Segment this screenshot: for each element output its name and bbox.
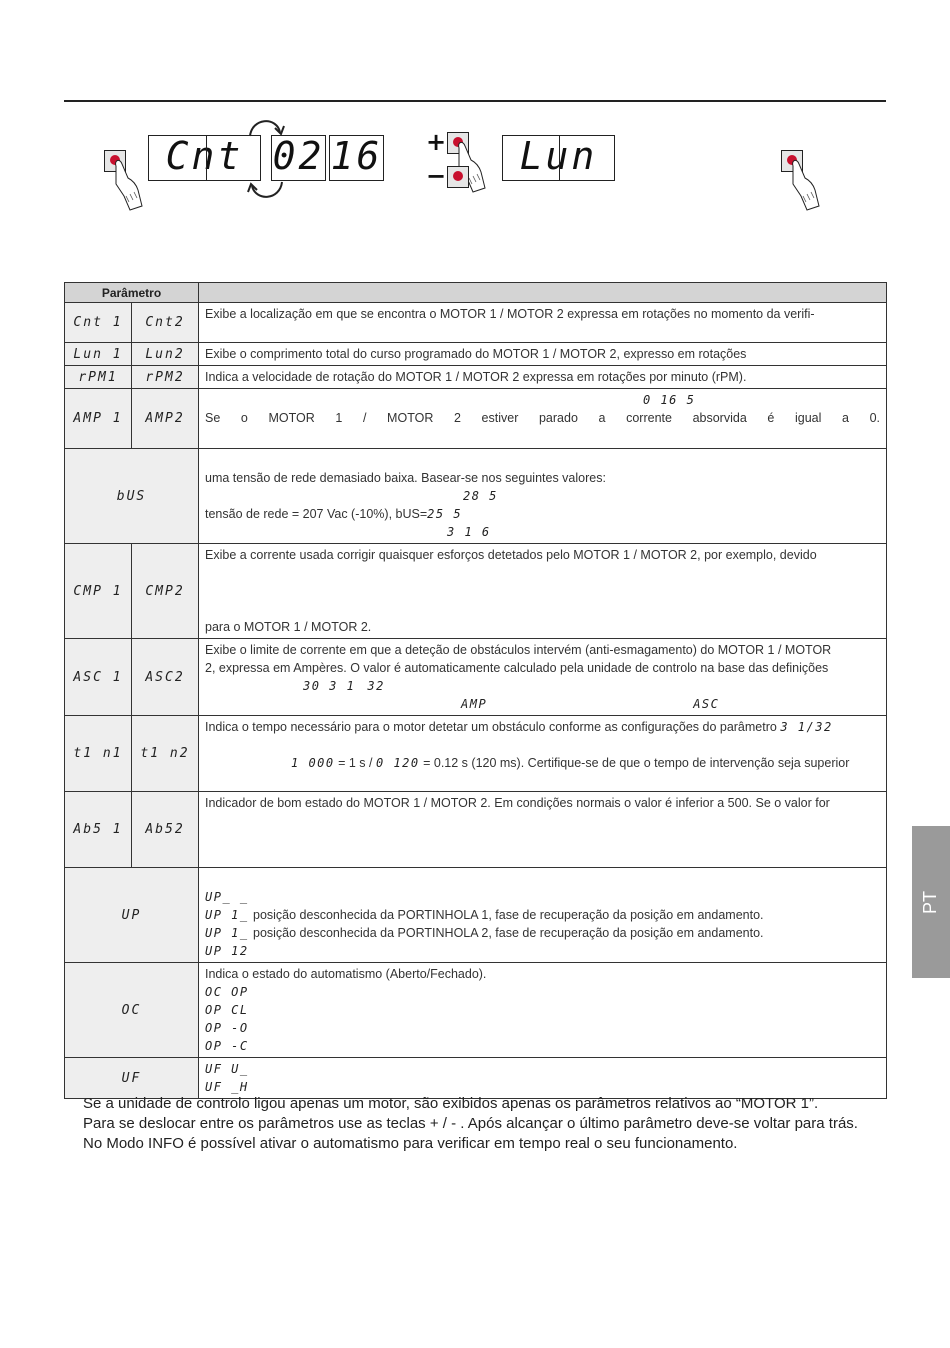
param-description: Exibe a localização em que se encontra o MOTOR 1 / MOTOR 2 expressa em rotações no momento da verifi- — [199, 303, 887, 343]
param-code: AMP 1 — [65, 389, 132, 449]
param-description: Exibe a corrente usada corrigir quaisquer esforços detetados pelo MOTOR 1 / MOTOR 2, por exemplo, devido para o MOTOR 1 / MOTOR 2. — [199, 544, 887, 639]
notes-paragraph — [83, 1094, 858, 1154]
finger-icon — [104, 150, 144, 212]
param-code: Ab52 — [132, 792, 199, 868]
table-row — [65, 963, 887, 1058]
segment-value: 1 000 — [291, 756, 335, 770]
finger-icon — [781, 150, 821, 212]
segment-code: OP CL — [205, 1003, 249, 1017]
param-description: Exibe o limite de corrente em que a deteção de obstáculos intervém (anti-esmagamento) do MOTOR 1 / MOTOR 2, expressa em Ampères. O valor é automaticamente calculado pela unidade de controlo na base das definições 30 3 1 32 AMP ASC — [199, 639, 887, 716]
table-header-row — [65, 283, 887, 303]
param-code: t1 n1 — [65, 716, 132, 792]
param-code: ASC2 — [132, 639, 199, 716]
segment-value: ASC — [693, 697, 720, 711]
top-rule — [64, 100, 886, 102]
segment-value: 3 1 6 — [447, 525, 491, 539]
display-value-high: 02 — [271, 135, 326, 181]
table-row — [65, 792, 887, 868]
table-row — [65, 303, 887, 343]
minus-sign: − — [426, 162, 447, 190]
param-code: UP — [65, 868, 199, 963]
segment-code: OC OP — [205, 985, 249, 999]
segment-code: UF U_ — [205, 1062, 249, 1076]
note-line: No Modo INFO é possível ativar o automatismo para verificar em tempo real o seu funcionamento. — [83, 1135, 738, 1152]
param-description: Indica o estado do automatismo (Aberto/Fechado). OC OP OP CL OP -O OP -C — [199, 963, 887, 1058]
segment-code: UP 1_ — [205, 908, 249, 922]
segment-code: OP -O — [205, 1021, 249, 1035]
segment-code: OP -C — [205, 1039, 249, 1053]
press-button-right[interactable] — [781, 150, 821, 212]
param-code: rPM2 — [132, 366, 199, 389]
param-code: AMP2 — [132, 389, 199, 449]
table-row — [65, 868, 887, 963]
table-row — [65, 639, 887, 716]
param-description: Indicador de bom estado do MOTOR 1 / MOTOR 2. Em condições normais o valor é inferior a 500. Se o valor for — [199, 792, 887, 868]
segment-value: 3 1/32 — [780, 720, 833, 734]
display-cnt: Cnt — [148, 135, 261, 181]
note-line: Se a unidade de controlo ligou apenas um motor, são exibidos apenas os parâmetros relativos ao “MOTOR 1”. — [83, 1095, 819, 1112]
segment-code: UP 12 — [205, 944, 249, 958]
param-description: Indica a velocidade de rotação do MOTOR 1 / MOTOR 2 expressa em rotações por minuto (rPM). — [199, 366, 887, 389]
param-description — [199, 1058, 887, 1099]
segment-value: 28 5 — [463, 489, 498, 503]
param-code: Cnt 1 — [65, 303, 132, 343]
language-code: PT — [920, 890, 941, 914]
table-row — [65, 389, 887, 449]
param-description: uma tensão de rede demasiado baixa. Basear-se nos seguintes valores: 28 5 tensão de rede = 207 Vac (-10%), bUS=25 5 3 1 6 — [199, 449, 887, 544]
param-code: Ab5 1 — [65, 792, 132, 868]
table-row — [65, 544, 887, 639]
table-row — [65, 1058, 887, 1099]
segment-value: 0 120 — [376, 756, 420, 770]
param-code: rPM1 — [65, 366, 132, 389]
segment-value: 0 16 5 — [643, 393, 696, 407]
note-line: Para se deslocar entre os parâmetros use as teclas + / - . Após alcançar o último parâmetro deve-se voltar para trás. — [83, 1115, 858, 1132]
table-row — [65, 449, 887, 544]
param-code: t1 n2 — [132, 716, 199, 792]
param-code: CMP 1 — [65, 544, 132, 639]
param-code: Lun2 — [132, 343, 199, 366]
param-code: Lun 1 — [65, 343, 132, 366]
segment-value: AMP — [461, 697, 488, 711]
param-description: UP_ _ UP 1_ posição desconhecida da PORTINHOLA 1, fase de recuperação da posição em andamento. UP 1_ posição desconhecida da PORTINHOLA 2, fase de recuperação da posição em andamento. UP 12 — [199, 868, 887, 963]
param-description: Exibe o comprimento total do curso programado do MOTOR 1 / MOTOR 2, expresso em rotações — [199, 343, 887, 366]
header-param: Parâmetro — [65, 283, 199, 303]
cycle-arrows-icon — [242, 112, 292, 202]
header-desc — [199, 283, 887, 303]
table-row — [65, 343, 887, 366]
segment-code: UP 1_ — [205, 926, 249, 940]
param-description: 0 16 5 Se o MOTOR 1 / MOTOR 2 estiver parado a corrente absorvida é igual a 0. — [199, 389, 887, 449]
press-button-left[interactable] — [104, 150, 144, 212]
segment-value: 32 — [367, 679, 385, 693]
param-code: Cnt2 — [132, 303, 199, 343]
display-lun: Lun — [502, 135, 615, 181]
segment-value: 25 5 — [427, 507, 463, 521]
segment-value: 30 3 1 — [303, 679, 356, 693]
display-lun-part2 — [559, 135, 615, 181]
minus-button[interactable] — [447, 166, 471, 190]
param-code: UF — [65, 1058, 199, 1099]
language-tab — [912, 826, 950, 978]
param-code: OC — [65, 963, 199, 1058]
red-dot-icon — [453, 171, 463, 181]
segment-code: UP_ _ — [205, 890, 249, 904]
table-row — [65, 366, 887, 389]
table-row — [65, 716, 887, 792]
param-code: bUS — [65, 449, 199, 544]
plus-sign: + — [426, 128, 447, 156]
param-code: ASC 1 — [65, 639, 132, 716]
parameter-table — [64, 282, 887, 1099]
display-value-low: 16 — [329, 135, 384, 181]
param-code: CMP2 — [132, 544, 199, 639]
param-description: Indica o tempo necessário para o motor detetar um obstáculo conforme as configurações do parâmetro 3 1/32 1 000 = 1 s / 0 120 = 0.12 s (120 ms). Certifique-se de que o tempo de intervenção seja superior — [199, 716, 887, 792]
segment-code: UF _H — [205, 1080, 249, 1094]
